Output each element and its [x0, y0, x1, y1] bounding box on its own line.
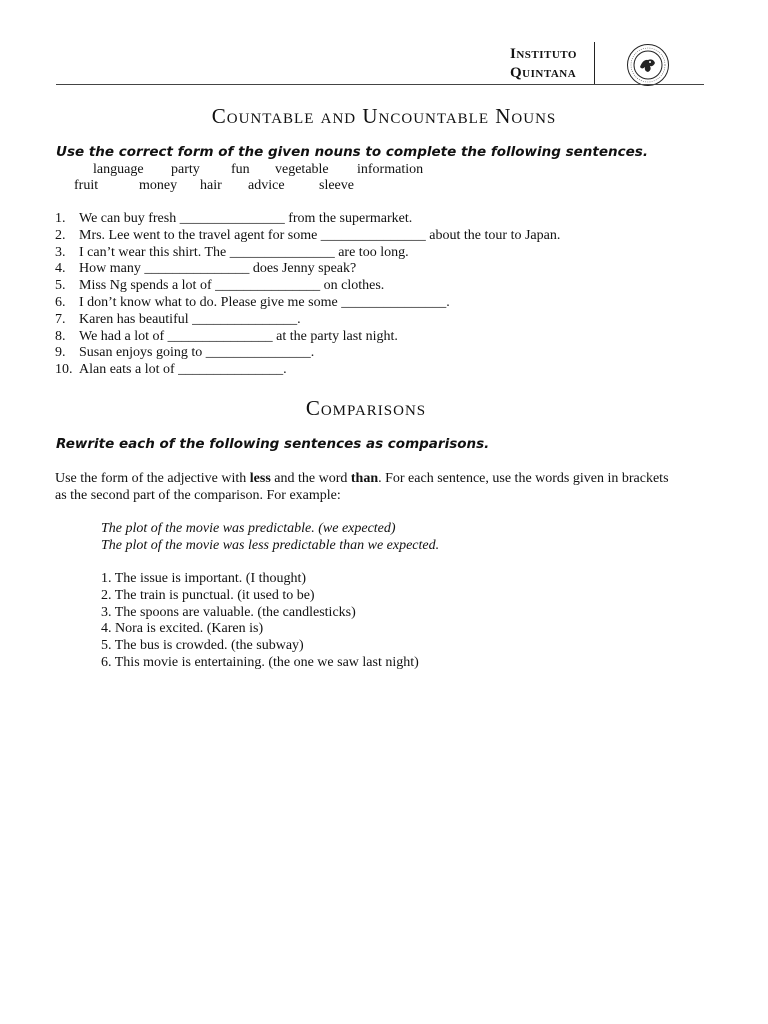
comparison-explanation — [55, 470, 675, 504]
comparison-item: 2. The train is punctual. (it used to be) — [101, 587, 315, 603]
sentence-text: Mrs. Lee went to the travel agent for some _______________ about the tour to Japan. — [79, 227, 561, 243]
sentence-item — [55, 312, 560, 329]
sentence-number: 7. — [55, 311, 66, 327]
comparison-item: 5. The bus is crowded. (the subway) — [101, 638, 304, 654]
comparison-item: 4. Nora is excited. (Karen is) — [101, 621, 264, 637]
comparison-list — [101, 571, 419, 672]
word-bank-item: language — [93, 162, 144, 177]
sentence-item — [55, 345, 560, 362]
header-divider-vertical — [594, 42, 595, 84]
example-sentence: The plot of the movie was predictable. (we expected) — [101, 521, 396, 536]
sentence-text: Karen has beautiful _______________. — [79, 311, 301, 327]
sentence-item — [55, 211, 560, 228]
word-bank-item: money — [139, 178, 178, 193]
explanation-text: and the word — [270, 471, 351, 486]
sentence-number: 3. — [55, 244, 66, 260]
sentence-text: I can’t wear this shirt. The _______________ are too long. — [79, 244, 409, 260]
word-bank-item: hair — [200, 178, 222, 193]
word-bank-item: information — [357, 162, 424, 177]
explanation-text: Use the form of the adjective with — [55, 471, 250, 486]
word-bank-item: sleeve — [319, 178, 354, 193]
sentence-number: 10. — [55, 362, 73, 378]
word-bank-item: vegetable — [275, 162, 329, 177]
sentence-item — [55, 261, 560, 278]
school-name-line1: Instituto — [510, 46, 577, 62]
word-bank-item: fruit — [74, 178, 99, 193]
school-seal-icon — [627, 44, 669, 86]
sentence-text: Susan enjoys going to _______________. — [79, 345, 315, 361]
sentence-text: Alan eats a lot of _______________. — [79, 362, 287, 378]
school-seal-graphic — [628, 45, 668, 85]
word-bank-item: advice — [248, 178, 285, 193]
word-bank-item: fun — [231, 162, 250, 177]
explanation-keyword-than: than — [350, 471, 379, 486]
sentence-list — [55, 211, 560, 379]
comparison-item: 3. The spoons are valuable. (the candlesticks) — [101, 604, 356, 620]
sentence-text: We can buy fresh _______________ from the supermarket. — [79, 211, 413, 226]
sentence-number: 9. — [55, 345, 66, 361]
sentence-item — [55, 278, 560, 295]
sentence-text: I don’t know what to do. Please give me some _______________. — [79, 294, 450, 310]
sentence-item — [55, 228, 560, 245]
sentence-number: 2. — [55, 227, 66, 243]
sentence-text: How many _______________ does Jenny speak? — [79, 261, 357, 277]
section2-title: Comparisons — [305, 396, 427, 420]
sentence-item — [55, 362, 560, 379]
example-answer: The plot of the movie was less predictable than we expected. — [101, 538, 440, 553]
sentence-number: 8. — [55, 328, 66, 344]
header-rule — [56, 84, 704, 85]
explanation-keyword-less: less — [249, 471, 271, 486]
sentence-item — [55, 329, 560, 346]
sentence-text: Miss Ng spends a lot of _______________ on clothes. — [79, 278, 385, 294]
word-bank-item: party — [171, 162, 200, 177]
sentence-number: 6. — [55, 294, 66, 310]
sentence-text: We had a lot of _______________ at the party last night. — [79, 328, 398, 344]
section1-instruction: Use the correct form of the given nouns to complete the following sentences. — [56, 144, 648, 160]
sentence-number: 5. — [55, 278, 66, 294]
sentence-item — [55, 245, 560, 262]
comparison-item: 1. The issue is important. (I thought) — [101, 571, 307, 586]
section1-title: Countable and Uncountable Nouns — [211, 104, 557, 128]
section2-instruction: Rewrite each of the following sentences as comparisons. — [56, 436, 490, 452]
comparison-item: 6. This movie is entertaining. (the one we saw last night) — [101, 654, 419, 670]
school-name-line2: Quintana — [510, 65, 577, 81]
explanation-text: . For each sentence, use the words given in brackets as the second part of the comparison. For example: — [55, 471, 669, 503]
sentence-number: 1. — [55, 211, 66, 226]
sentence-number: 4. — [55, 261, 66, 277]
sentence-item — [55, 295, 560, 312]
